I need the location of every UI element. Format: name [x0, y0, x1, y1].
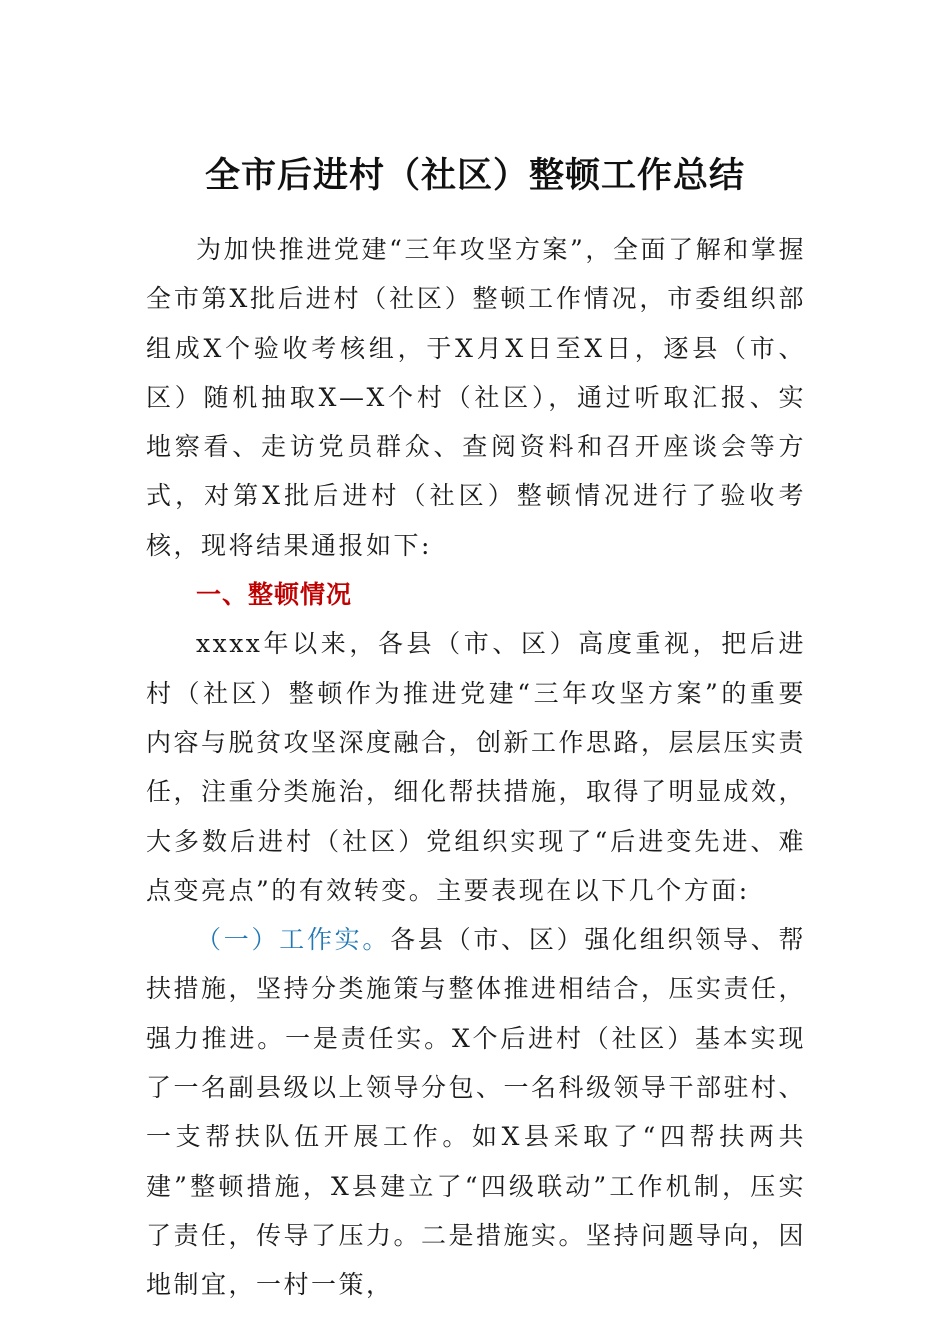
subsection-paragraph: [146, 915, 806, 1309]
document-body: [146, 225, 806, 1310]
document-title: 全市后进村（社区）整顿工作总结: [204, 156, 745, 196]
subsection-text: 各县（市、区）强化组织领导、帮扶措施，坚持分类施策与整体推进相结合，压实责任，强力推进。一是责任实。X个后进村（社区）基本实现了一名副县级以上领导分包、一名科级领导干部驻村、一支帮扶队伍开展工作。如X县采取了“四帮扶两共建”整顿措施，X县建立了“四级联动”工作机制，压实了责任，传导了压力。二是措施实。坚持问题导向，因地制宜，一村一策，: [146, 925, 807, 1300]
section-paragraph: xxxx年以来，各县（市、区）高度重视，把后进村（社区）整顿作为推进党建“三年攻坚方案”的重要内容与脱贫攻坚深度融合，创新工作思路，层层压实责任，注重分类施治，细化帮扶措施，取得了明显成效，大多数后进村（社区）党组织实现了“后进变先进、难点变亮点”的有效转变。主要表现在以下几个方面:: [146, 629, 807, 905]
section-heading: 一、整顿情况: [196, 580, 353, 610]
intro-paragraph: 为加快推进党建“三年攻坚方案”，全面了解和掌握全市第X批后进村（社区）整顿工作情况，市委组织部组成X个验收考核组，于X月X日至X日，逐县（市、区）随机抽取X—X个村（社区），通过听取汇报、实地察看、走访党员群众、查阅资料和召开座谈会等方式，对第X批后进村（社区）整顿情况进行了验收考核，现将结果通报如下:: [146, 235, 806, 560]
subsection-lead: （一）工作实。: [196, 925, 391, 955]
